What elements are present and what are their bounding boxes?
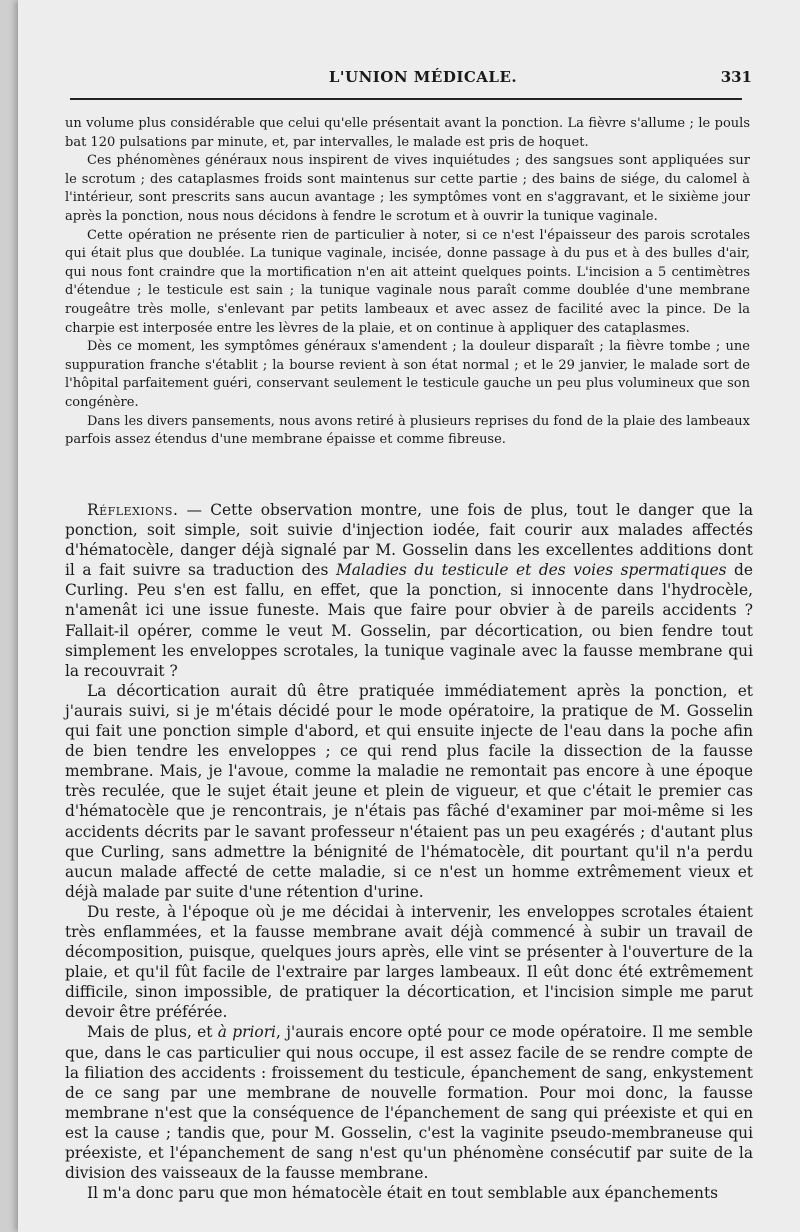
- book-title: Maladies du testicule et des voies spermatiques: [335, 561, 727, 580]
- paragraph: La décortication aurait dû être pratiquée immédiatement après la ponction, et j'aurais suivi, si je m'étais décidé pour le mode opératoire, la pratique de M. Gosselin qui fait une ponction simple d'abord, et qui ensuite injecte de l'eau dans la poche afin de bien tendre les enveloppes ; ce qui rend plus facile la dissection de la fausse membrane. Mais, je l'avoue, comme la maladie ne remontait pas encore à une époque très reculée, que le sujet était jeune et plein de vigueur, et que c'était le premier cas d'hématocèle que je rencontrais, je n'étais pas fâché d'examiner par moi-même si les accidents décrits par le savant professeur n'étaient pas un peu exagérés ; d'autant plus que Curling, sans admettre la bénignité de l'hématocèle, dit pourtant qu'il n'a perdu aucun malade affecté de cette maladie, si ce n'est un homme extrêmement vieux et déjà malade par suite d'une rétention d'urine.: [65, 681, 753, 901]
- paragraph: Il m'a donc paru que mon hématocèle était en tout semblable aux épanchements: [87, 1184, 719, 1203]
- running-title: L'UNION MÉDICALE.: [328, 68, 518, 86]
- paragraph: Cette opération ne présente rien de particulier à noter, si ce n'est l'épaisseur des parois scrotales qui était plus que doublée. La tunique vaginale, incisée, donne passage à du pus et à des bulles d'air, qui nous font craindre que la mortification n'en ait atteint quelques points. L'incision a 5 centimètres d'étendue ; le testicule est sain ; la tunique vaginale nous paraît comme doublée d'une membrane rougeâtre très molle, s'enlevant par petits lambeaux et avec assez de facilité avec la pince. De la charpie est interposée entre les lèvres de la plaie, et on continue à appliquer des cataplasmes.: [65, 227, 750, 336]
- paragraph: un volume plus considérable que celui qu'elle présentait avant la ponction. La fièvre s'allume ; le pouls bat 120 pulsations par minute, et, par intervalles, le malade est pris de hoquet.: [65, 116, 750, 150]
- page-header: [88, 62, 758, 92]
- paragraph: Du reste, à l'époque où je me décidai à intervenir, les enveloppes scrotales étaient très enflammées, et la fausse membrane avait déjà commencé à subir un travail de décomposition, puisque, quelques jours après, elle vint se présenter à l'ouverture de la plaie, et qu'il fût facile de l'extraire par larges lambeaux. Il eût donc été extrêmement difficile, sinon impossible, de pratiquer la décortication, et l'incision simple me parut devoir être préférée.: [65, 902, 753, 1022]
- paragraph-text: , j'aurais encore opté pour ce mode opératoire. Il me semble que, dans le cas particulier qui nous occupe, il est assez facile de se rendre compte de la filiation des accidents : froissement du testicule, épanchement de sang, enkystement de ce sang par une membrane de nouvelle formation. Pour moi donc, la fausse membrane n'est que la conséquence de l'épanchement de sang qui préexiste et qui en est la cause ; tandis que, pour M. Gosselin, c'est la vaginite pseudo-membraneuse qui préexiste, et l'épanchement de sang n'est qu'un phénomène consécutif par suite de la division des vaisseaux de la fausse membrane.: [65, 1023, 753, 1183]
- paragraph: Dès ce moment, les symptômes généraux s'amendent ; la douleur disparaît ; la fièvre tombe ; une suppuration franche s'établit ; la bourse revient à son état normal ; et le 29 janvier, le malade sort de l'hôpital parfaitement guéri, conservant seulement le testicule gauche un peu plus volumineux que son congénère.: [65, 339, 750, 410]
- paragraph-text: — Cette observation montre, une fois de plus, tout le danger que la ponction, soit simple, soit suivie d'injection iodée, fait courir aux malades affectés d'hématocèle, danger déjà signalé par M. Gosselin dans les excellentes additions dont il a fait suivre sa traduction des: [65, 501, 753, 580]
- case-report-text: [65, 115, 750, 450]
- header-rule: [70, 98, 742, 100]
- paragraph: [65, 500, 753, 681]
- section-heading: Réflexions.: [87, 501, 179, 519]
- latin-phrase: à priori: [217, 1023, 276, 1042]
- paragraph: Dans les divers pansements, nous avons retiré à plusieurs reprises du fond de la plaie des lambeaux parfois assez étendus d'une membrane épaisse et comme fibreuse.: [65, 413, 750, 448]
- paragraph-text: de Curling. Peu s'en est fallu, en effet, que la ponction, si innocente dans l'hydrocèle, n'amenât ici une issue funeste. Mais que faire pour obvier à de pareils accidents ? Fallait-il opérer, comme le veut M. Gosselin, par décortication, ou bien fendre tout simplement les enveloppes scrotales, la tunique vaginale avec la fausse membrane qui la recouvrait ?: [65, 561, 753, 680]
- paragraph: Ces phénomènes généraux nous inspirent de vives inquiétudes ; des sangsues sont appliquées sur le scrotum ; des cataplasmes froids sont maintenus sur cette partie ; des bains de siége, du calomel à l'intérieur, sont prescrits sans aucun avantage ; les symptômes vont en s'aggravant, et le sixième jour après la ponction, nous nous décidons à fendre le scrotum et à ouvrir la tunique vaginale.: [65, 153, 750, 224]
- reflexions-text: [65, 500, 753, 1203]
- paragraph: [65, 1022, 753, 1183]
- page-number: 331: [720, 68, 752, 86]
- paragraph-text: Mais de plus, et: [87, 1023, 218, 1042]
